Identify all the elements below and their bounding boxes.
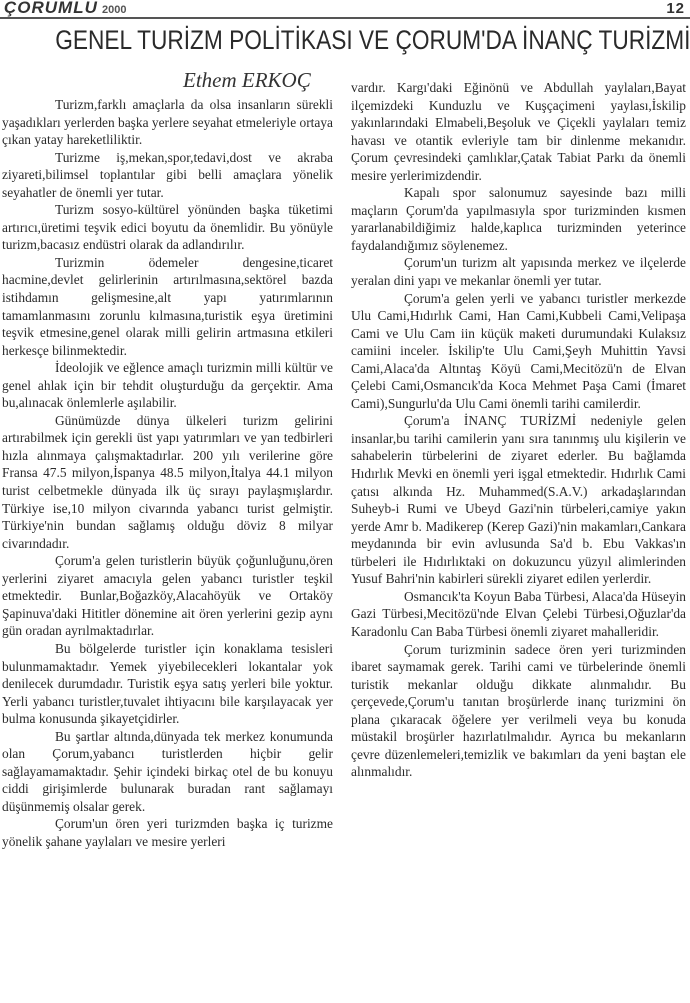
issue-year: 2000 (102, 4, 127, 16)
paragraph: Kapalı spor salonumuz sayesinde bazı milli maçların Çorum'da yapılmasıyla spor turizminden kısmen yararlanabildiğimiz halde,kaplıca turizminden yeterince faydalandığımız söylenemez. (351, 185, 686, 253)
paragraph: Turizme iş,mekan,spor,tedavi,dost ve akraba ziyareti,bilimsel toplantılar gibi belli amaçlara yönelik seyahatler de önemli yer tutar. (2, 149, 333, 200)
paragraph: vardır. Kargı'daki Eğinönü ve Abdullah yaylaları,Bayat ilçemizdeki Kunduzlu ve Kuşçaçimeni yaylası,İskilip yakınlarındaki Elmabeli,Beşoluk ve Çiçekli yaylaları temiz havası ve otantik evleriyle tam bir dinlenme mekanıdır. Çorum çevresindeki çamlıklar,Çatak Tabiat Parkı da önemli mesire yerlerimizdendir. (351, 80, 686, 183)
paragraph: Çorum'un ören yeri turizmden başka iç turizme yönelik şahane yaylaları ve mesire yerleri (2, 816, 333, 849)
paragraph: Turizmin ödemeler dengesine,ticaret hacmine,devlet gelirlerinin artırılmasına,sektörel bazda istihdamın gelişmesine,alt yapı yatırımlarının tamamlanmasını zorunlu kılmasına,turistik eşya üretimini teşvik etmesine,genel olarak milli gelirin artmasına etkileri herkesçe bilinmektedir. (2, 254, 333, 358)
paragraph: Çorum turizminin sadece ören yeri turizminden ibaret saymamak gerek. Tarihi cami ve türbelerinde önemli turistik mekanlar olduğu dikkate alınmalıdır. Bu çerçevede,Çorum'u tanıtan broşürlerde inanç turizmini ön plana çıkaracak öğelere yer verilmeli veya bu konuda müstakil broşürler hazırlatılmalıdır. Ayrıca bu mekanların çevre düzenlemeleri,temizlik ve bakımları da yeni baştan ele alınmalıdır. (351, 641, 686, 780)
page-header (0, 0, 690, 20)
paragraph: Günümüzde dünya ülkeleri turizm gelirini artırabilmek için gerekli üst yapı yatırımları ve yan tedbirleri hızla alınmaya çalışmaktadırlar. 200 yılı verilerine göre Fransa 47.5 milyon,İspanya 48.5 milyon,İtalya 44.1 milyon turist celbetmekle dünyada ilk üç sırayı paylaşmışlardır. Türkiye ise,10 milyon civarında yabancı turist gelmiştir. Türkiye'nin bundan sağlamış olduğu döviz 8 milyar civarındadır. (2, 412, 333, 551)
paragraph: Bu bölgelerde turistler için konaklama tesisleri bulunmamaktadır. Yemek yiyebilecekleri lokantalar yok denilecek durumdadır. Turistik eşya satış yerleri bile yoktur. Yerli yabancı turistler,tuvalet ihtiyacını bile karşılayacak yer bulma konusunda şikayetçidirler. (2, 640, 333, 727)
paragraph: Bu şartlar altında,dünyada tek merkez konumunda olan Çorum,yabancı turistlerden hiçbir gelir sağlayamamaktadır. Şehir içindeki birkaç otel de bu konuyu ciddi girişimlerde bulunarak buradan rant sağlamayı düşünmemiş olsalar gerek. (2, 728, 333, 814)
article-column-2 (351, 79, 686, 781)
article-author: Ethem ERKOÇ (183, 68, 311, 92)
paragraph: Çorum'un turizm alt yapısında merkez ve ilçelerde yeralan dini yapı ve mekanlar önemli yer tutar. (351, 255, 686, 289)
article-column-1 (2, 96, 333, 851)
publication-logo: ÇORUMLU (4, 0, 98, 17)
paragraph: İdeolojik ve eğlence amaçlı turizmin milli kültür ve genel ahlak için bir tehdit oluşturduğu da gerçektir. Ama bu,alınacak önlemlerle aşılabilir. (2, 360, 333, 411)
header-rule (0, 17, 690, 19)
paragraph: Çorum'a gelen turistlerin büyük çoğunluğunu,ören yerlerini ziyaret amacıyla gelen yabancı turistler teşkil etmektedir. Bunlar,Boğazköy,Alacahöyük ve Ortaköy Şapinuva'daki Hititler dönemine ait ören yerlerini gezip aynı gün oradan ayrılmaktadırlar. (2, 553, 333, 639)
page-number: 12 (666, 0, 685, 17)
paragraph: Turizm sosyo-kültürel yönünden başka tüketimi artırıcı,üretimi teşvik edici boyutu da önemlidir. Bu yönüyle turizm,bacasız endüstri olarak da adlandırılır. (2, 202, 333, 253)
paragraph: Osmancık'ta Koyun Baba Türbesi, Alaca'da Hüseyin Gazi Türbesi,Mecitözü'nde Elvan Çelebi Türbesi,Oğuzlar'da Karadonlu Can Baba Türbesi önemli ziyaret mahalleridir. (351, 588, 686, 639)
paragraph: Turizm,farklı amaçlarla da olsa insanların sürekli yaşadıkları yerlerden başka yerlere seyahat etmeleriyle ortaya çıkan yatay hareketliliktir. (2, 97, 333, 148)
paragraph: Çorum'a İNANÇ TURİZMİ nedeniyle gelen insanlar,bu tarihi camilerin yanı sıra tanınmış ulu kişilerin ve sahabelerin türbelerini de ziyaret ederler. Bu bağlamda Hıdırlık Mevki en önemli yeri işgal etmektedir. Hıdırlık Cami çatısı alkında Hz. Muhammed(S.A.V.) arkadaşlarından Suheyb-i Rumi ve Ubeyd Gazi'nin türbeleri,camiye yakın yerde Amr b. Madikerep (Kerep Gazi)'nin makamları,Cankara meydanında bir evin avlusunda Sa'd b. Ebu Vakkas'ın türbeleri ile Hıdırlıktaki on dokuzuncu yüzyıl alimlerinden Yusuf Bahri'nin kabirleri sürekli ziyaret edilen yerlerdir. (351, 413, 686, 587)
article-title: GENEL TURİZM POLİTİKASI VE ÇORUM'DA İNANÇ TURİZMİ (55, 25, 690, 55)
paragraph: Çorum'a gelen yerli ve yabancı turistler merkezde Ulu Cami,Hıdırlık Cami, Han Cami,Kubbeli Cami,Velipaşa Cami ve Ulu Cam iin küçük maketi durumundaki Kulaksız camiini inceler. İskilip'te Ulu Cami,Şeyh Muhittin Yavsi Cami,Alaca'da Altıntaş Köyü Cami,Mecitözü'n de Elvan Çelebi Cami,Osmancık'da Koca Mehmet Paşa Cami (İmaret Cami),Sungurlu'da Ulu Cami önemli tarihi camilerdir. (351, 290, 686, 411)
